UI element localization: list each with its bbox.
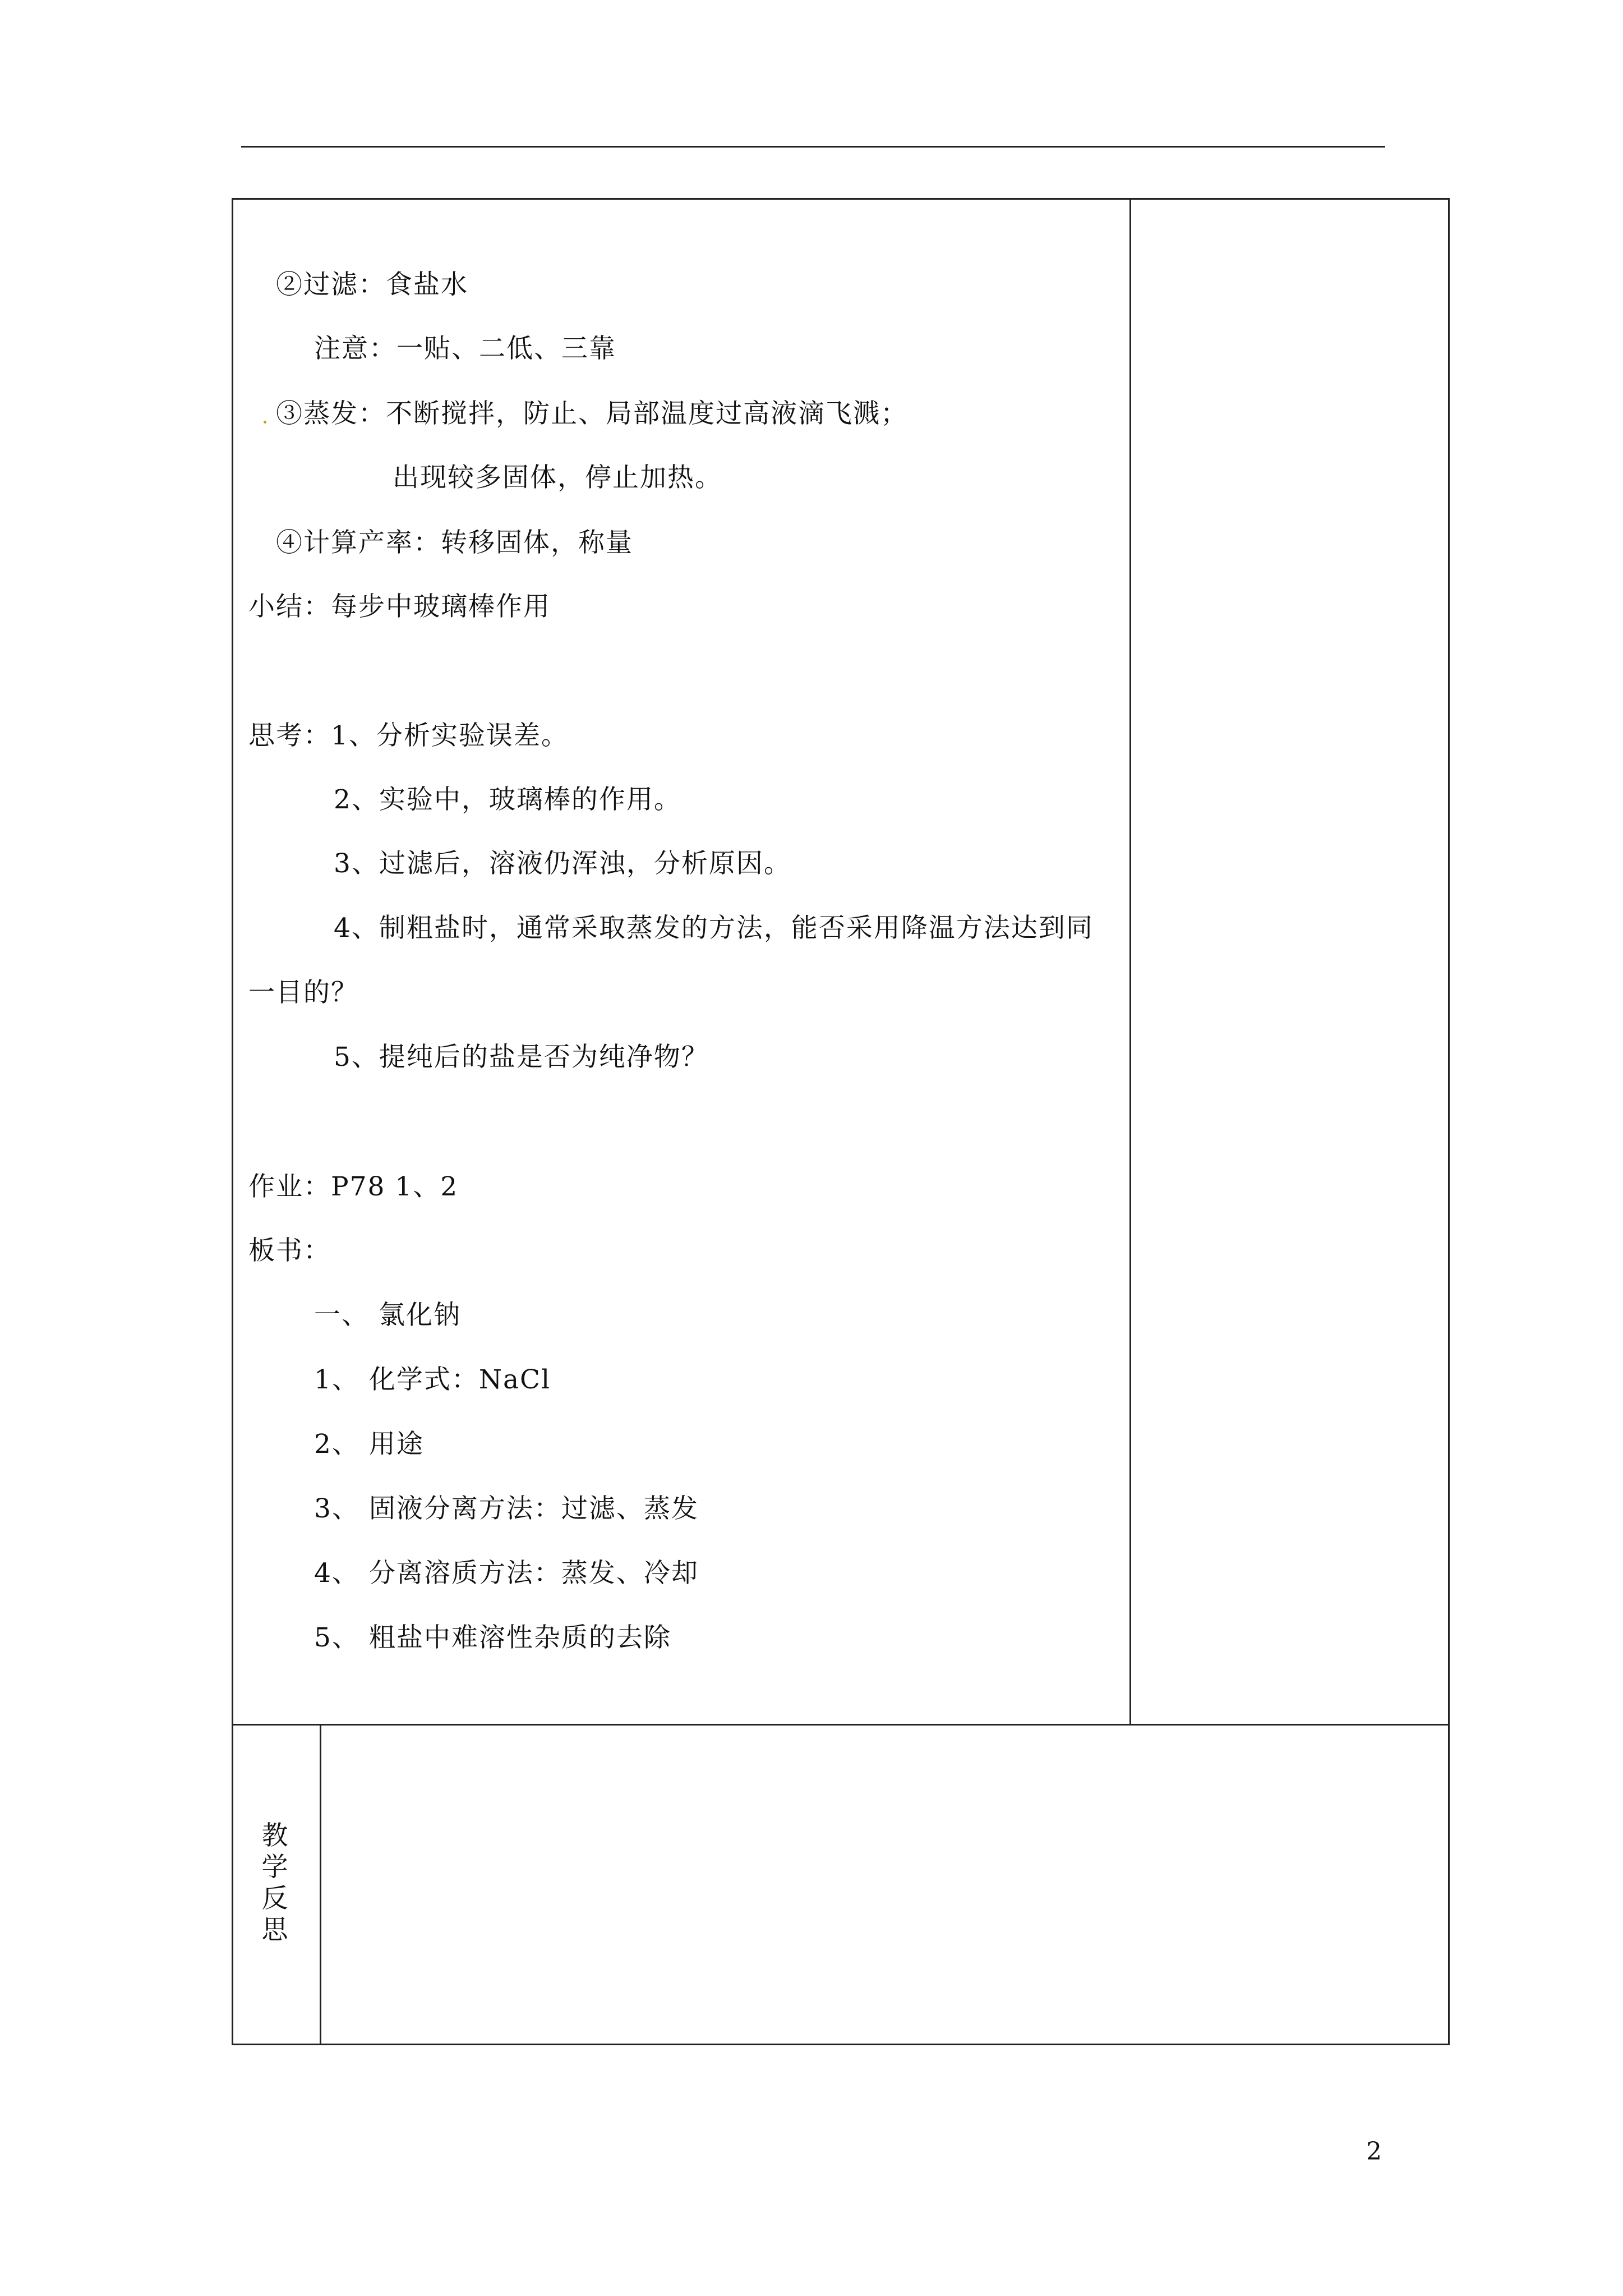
content-line: ③蒸发：不断搅拌，防止、局部温度过高液滴飞溅； [276, 398, 908, 429]
content-line: 小结：每步中玻璃棒作用 [248, 591, 551, 622]
content-line: 3、过滤后，溶液仍浑浊，分析原因。 [334, 848, 791, 879]
content-line: ②过滤：食盐水 [276, 269, 468, 300]
content-line: 2、实验中，玻璃棒的作用。 [334, 784, 681, 815]
reflection-label-char: 学 [261, 1852, 288, 1883]
content-line: 3、 固液分离方法：过滤、蒸发 [314, 1493, 699, 1524]
content-line: 思考：1、分析实验误差。 [248, 720, 569, 751]
content-line: 一、 氯化钠 [314, 1300, 461, 1331]
content-line: 1、 化学式：NaCl [314, 1364, 551, 1395]
reflection-label-char: 思 [261, 1915, 288, 1945]
margin-mark [264, 421, 266, 424]
content-line: 注意：一贴、二低、三靠 [314, 333, 616, 364]
content-line: 板书： [248, 1235, 331, 1266]
content-line: 4、制粗盐时，通常采取蒸发的方法，能否采用降温方法达到同 [334, 913, 1094, 944]
content-line: 2、 用途 [314, 1429, 424, 1460]
content-line: ④计算产率：转移固体，称量 [276, 527, 633, 558]
reflection-label-char: 反 [261, 1883, 288, 1914]
content-line: 作业：P78 1、2 [248, 1171, 459, 1202]
content-line: 一目的？ [248, 977, 358, 1008]
row-divider [232, 1724, 1450, 1726]
content-line: 4、 分离溶质方法：蒸发、冷却 [314, 1558, 699, 1589]
reflection-label-divider [320, 1724, 321, 2045]
content-line: 出现较多固体，停止加热。 [393, 462, 722, 493]
header-rule [241, 146, 1385, 148]
page-number: 2 [1366, 2137, 1382, 2166]
content-line: 5、 粗盐中难溶性杂质的去除 [314, 1622, 671, 1653]
reflection-label [258, 1820, 292, 1946]
reflection-label-char: 教 [261, 1820, 288, 1851]
content-line: 5、提纯后的盐是否为纯净物？ [334, 1042, 709, 1073]
column-divider [1129, 198, 1131, 1725]
